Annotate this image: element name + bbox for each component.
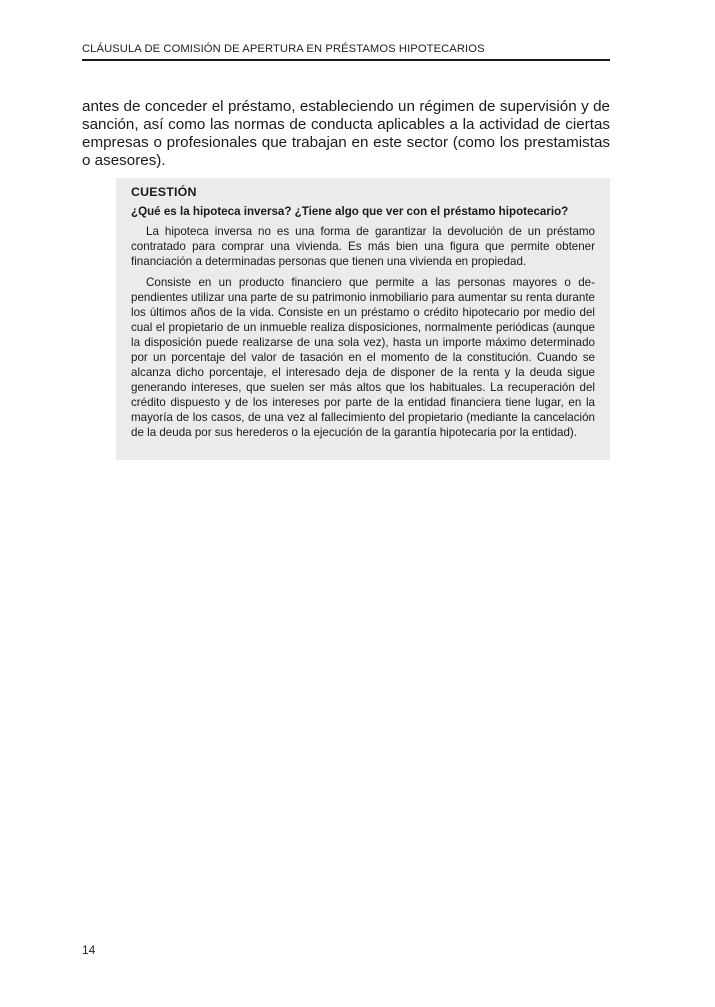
- page-number: 14: [82, 943, 96, 957]
- question-title: ¿Qué es la hipoteca inversa? ¿Tiene algo que ver con el préstamo hipotecario?: [131, 205, 569, 218]
- question-paragraph-2: Consiste en un producto financiero que permite a las personas mayores o dependientes utilizar una parte de su patrimonio inmobiliario para aumentar su renta durante los últimos años de la vida. Consiste en un préstamo o crédito hipotecario por medio del cual el propietario de un inmueble realiza disposiciones, normalmente periódicas (aunque la disposición puede realizarse de una sola vez), hasta un importe máximo determinado por un porcentaje del valor de tasación en el momento de la constitución. Cuando se alcanza dicho porcentaje, el interesado deja de disponer de la renta y la deuda sigue generando intereses, que suelen ser más altos que los habituales. La recuperación del crédito dispuesto y de los intereses por parte de la entidad financiera tiene lugar, en la mayoría de los casos, de una vez al fallecimiento del propietario (mediante la cancelación de la deuda por sus herederos o la ejecución de la garantía hipotecaria por la entidad).: [131, 276, 595, 439]
- question-box: [116, 178, 610, 460]
- running-header: [82, 43, 610, 61]
- running-header-title: CLÁUSULA DE COMISIÓN DE APERTURA EN PRÉSTAMOS HIPOTECARIOS: [82, 43, 485, 55]
- question-paragraph-1: La hipoteca inversa no es una forma de garantizar la devolución de un préstamo contratado para comprar una vivienda. Es más bien una figura que permite obtener financiación a determinadas personas que tienen una vivienda en propiedad.: [131, 225, 595, 268]
- question-label: CUESTIÓN: [131, 185, 197, 199]
- body-paragraph: antes de conceder el préstamo, estableciendo un régimen de supervisión y de sanción, así como las normas de conducta aplicables a la actividad de ciertas empresas o profesionales que trabajan en este sector (como los prestamistas o asesores).: [82, 98, 610, 169]
